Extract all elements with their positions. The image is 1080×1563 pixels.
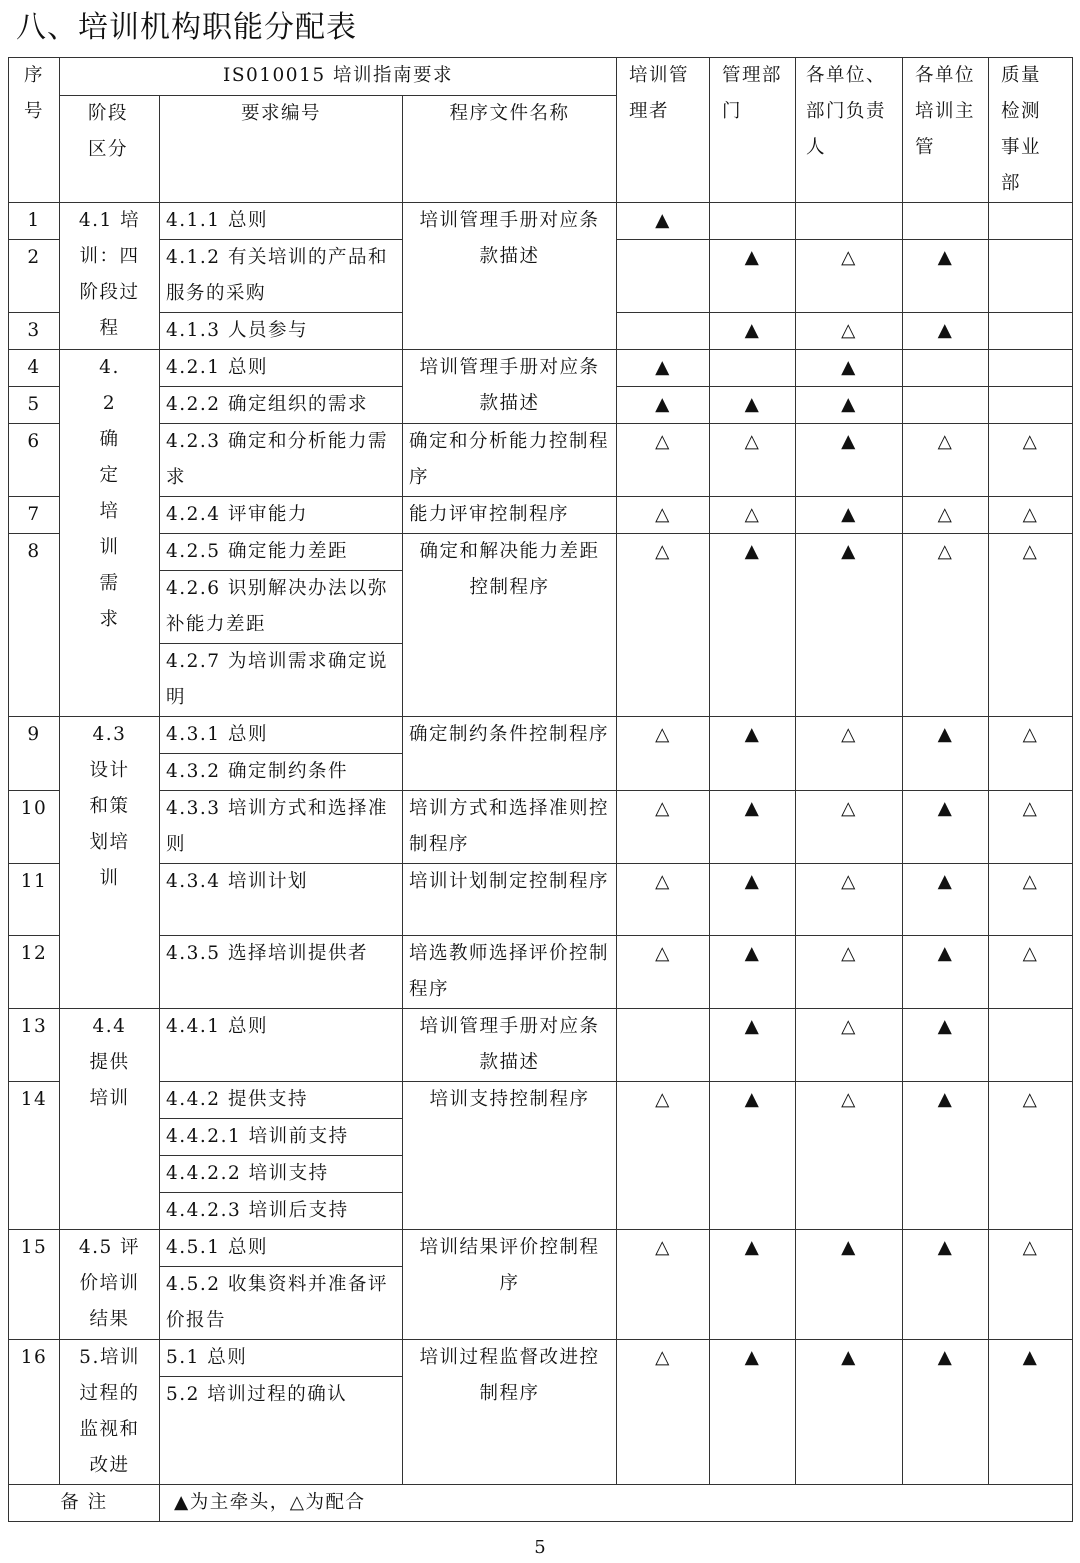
note-row [9,1485,1073,1522]
role-mark: ▲ [710,534,796,717]
role-mark [989,387,1073,424]
role-mark [903,203,989,240]
role-mark: △ [617,1082,710,1230]
role-mark: △ [989,864,1073,936]
role-mark: △ [989,1230,1073,1340]
role-mark [617,313,710,350]
role-mark: △ [796,864,903,936]
req-cell: 4.3.1 总则 [160,717,403,754]
req-cell: 4.4.1 总则 [160,1009,403,1082]
row-seq: 7 [9,497,60,534]
stage-cell: 4.5 评价培训结果 [60,1230,160,1340]
role-mark: ▲ [903,240,989,313]
role-mark [617,1009,710,1082]
row-seq: 13 [9,1009,60,1082]
role-mark: ▲ [710,717,796,791]
row-seq: 4 [9,350,60,387]
role-mark: △ [617,424,710,497]
role-mark [903,350,989,387]
role-mark [989,240,1073,313]
role-mark: ▲ [903,1230,989,1340]
doc-cell: 确定和分析能力控制程序 [403,424,617,497]
role-mark: △ [989,1082,1073,1230]
role-mark: ▲ [710,936,796,1009]
role-mark: △ [796,1009,903,1082]
role-mark: ▲ [903,1009,989,1082]
role-mark: ▲ [796,350,903,387]
role-mark [710,350,796,387]
doc-cell: 培训过程监督改进控制程序 [403,1340,617,1485]
doc-cell: 培训方式和选择准则控制程序 [403,791,617,864]
role-mark: △ [989,534,1073,717]
header-req-no: 要求编号 [160,95,403,202]
role-mark: ▲ [710,313,796,350]
role-mark: ▲ [710,1230,796,1340]
role-mark: △ [796,791,903,864]
stage-cell: 4.2 确定培训需求 [60,350,160,717]
role-mark: △ [796,1082,903,1230]
row-seq: 8 [9,534,60,717]
role-mark: ▲ [796,387,903,424]
row-seq: 14 [9,1082,60,1230]
table-row [9,864,1073,936]
doc-cell: 确定制约条件控制程序 [403,717,617,791]
req-cell: 4.1.1 总则 [160,203,403,240]
role-mark: ▲ [796,497,903,534]
table-row [9,350,1073,387]
role-mark: △ [710,424,796,497]
table-row [9,534,1073,571]
row-seq: 2 [9,240,60,313]
role-mark: ▲ [710,864,796,936]
table-row [9,1082,1073,1119]
doc-cell: 培训管理手册对应条款描述 [403,350,617,424]
table-row [9,1009,1073,1082]
role-mark [617,240,710,313]
req-cell: 4.4.2 提供支持 [160,1082,403,1119]
role-mark: ▲ [710,1082,796,1230]
role-mark [989,313,1073,350]
page-number: 5 [534,1537,546,1558]
req-cell: 4.3.3 培训方式和选择准则 [160,791,403,864]
role-mark: △ [617,717,710,791]
role-mark: △ [903,534,989,717]
table-row [9,1340,1073,1377]
role-mark [710,203,796,240]
role-mark [989,350,1073,387]
role-mark: ▲ [903,313,989,350]
role-mark: ▲ [617,203,710,240]
req-cell: 5.2 培训过程的确认 [160,1377,403,1485]
row-seq: 6 [9,424,60,497]
stage-cell: 5.培训过程的监视和改进 [60,1340,160,1485]
req-cell: 4.2.4 评审能力 [160,497,403,534]
row-seq: 11 [9,864,60,936]
req-cell: 4.2.5 确定能力差距 [160,534,403,571]
header-iso-group: IS010015 培训指南要求 [60,58,617,96]
req-cell: 4.3.2 确定制约条件 [160,754,403,791]
doc-cell: 确定和解决能力差距控制程序 [403,534,617,717]
role-mark: △ [903,424,989,497]
req-cell: 4.3.4 培训计划 [160,864,403,936]
role-mark: ▲ [710,240,796,313]
header-seq: 序号 [9,58,60,203]
doc-cell: 培训结果评价控制程序 [403,1230,617,1340]
role-mark: ▲ [903,1082,989,1230]
req-cell: 4.4.2.3 培训后支持 [160,1193,403,1230]
req-cell: 4.4.2.2 培训支持 [160,1156,403,1193]
row-seq: 5 [9,387,60,424]
role-mark: △ [903,497,989,534]
table-row [9,424,1073,497]
table-row [9,936,1073,1009]
row-seq: 3 [9,313,60,350]
table-row [9,497,1073,534]
row-seq: 9 [9,717,60,791]
role-mark [989,203,1073,240]
table-row [9,791,1073,864]
doc-cell: 培训支持控制程序 [403,1082,617,1230]
role-mark: ▲ [989,1340,1073,1485]
doc-cell: 培选教师选择评价控制程序 [403,936,617,1009]
role-mark: △ [989,497,1073,534]
role-mark: ▲ [903,936,989,1009]
role-mark: △ [617,791,710,864]
role-mark [903,387,989,424]
role-mark: △ [710,497,796,534]
header-role: 管理部门 [710,58,796,203]
role-mark: △ [989,936,1073,1009]
table-row [9,1230,1073,1267]
role-mark: △ [617,497,710,534]
role-mark: ▲ [903,864,989,936]
header-role: 各单位培训主管 [903,58,989,203]
role-mark: △ [796,313,903,350]
stage-cell: 4.3 设计和策划培训 [60,717,160,1009]
stage-cell: 4.4 提供培训 [60,1009,160,1230]
role-mark: ▲ [796,1230,903,1340]
role-mark: △ [796,936,903,1009]
role-mark: ▲ [903,717,989,791]
role-mark: △ [796,717,903,791]
row-seq: 10 [9,791,60,864]
req-cell: 4.5.1 总则 [160,1230,403,1267]
table-row [9,717,1073,754]
row-seq: 12 [9,936,60,1009]
table-row [9,203,1073,240]
role-mark: △ [617,534,710,717]
role-mark: ▲ [903,791,989,864]
role-mark: ▲ [710,1009,796,1082]
req-cell: 4.2.3 确定和分析能力需求 [160,424,403,497]
role-mark: △ [796,240,903,313]
role-mark: △ [617,936,710,1009]
role-mark: ▲ [617,350,710,387]
header-role: 质量检测事业部 [989,58,1073,203]
role-mark: ▲ [710,1340,796,1485]
role-mark: ▲ [710,791,796,864]
row-seq: 1 [9,203,60,240]
role-mark: △ [617,1230,710,1340]
role-mark: △ [989,791,1073,864]
req-cell: 5.1 总则 [160,1340,403,1377]
header-doc-name: 程序文件名称 [403,95,617,202]
page-title: 八、培训机构职能分配表 [16,10,357,45]
role-mark: △ [617,1340,710,1485]
role-mark: △ [617,864,710,936]
stage-cell: 4.1 培训：四阶段过程 [60,203,160,350]
row-seq: 15 [9,1230,60,1340]
role-mark: △ [989,717,1073,791]
req-cell: 4.1.3 人员参与 [160,313,403,350]
header-stage: 阶段区分 [60,95,160,202]
role-mark: ▲ [710,387,796,424]
role-mark: ▲ [796,424,903,497]
role-mark: △ [989,424,1073,497]
req-cell: 4.4.2.1 培训前支持 [160,1119,403,1156]
role-mark: ▲ [617,387,710,424]
req-cell: 4.2.1 总则 [160,350,403,387]
role-mark: ▲ [796,1340,903,1485]
req-cell: 4.2.7 为培训需求确定说明 [160,644,403,717]
doc-cell: 能力评审控制程序 [403,497,617,534]
header-role: 培训管理者 [617,58,710,203]
note-label: 备 注 [9,1485,160,1522]
doc-cell: 培训计划制定控制程序 [403,864,617,936]
req-cell: 4.1.2 有关培训的产品和服务的采购 [160,240,403,313]
req-cell: 4.3.5 选择培训提供者 [160,936,403,1009]
role-mark [796,203,903,240]
doc-cell: 培训管理手册对应条款描述 [403,203,617,350]
header-role: 各单位、部门负责人 [796,58,903,203]
row-seq: 16 [9,1340,60,1485]
req-cell: 4.2.6 识别解决办法以弥补能力差距 [160,571,403,644]
function-allocation-table [8,57,1073,1522]
doc-cell: 培训管理手册对应条款描述 [403,1009,617,1082]
note-text: ▲为主牵头，△为配合 [160,1485,1073,1522]
req-cell: 4.2.2 确定组织的需求 [160,387,403,424]
role-mark: ▲ [903,1340,989,1485]
req-cell: 4.5.2 收集资料并准备评价报告 [160,1267,403,1340]
role-mark [989,1009,1073,1082]
role-mark: ▲ [796,534,903,717]
